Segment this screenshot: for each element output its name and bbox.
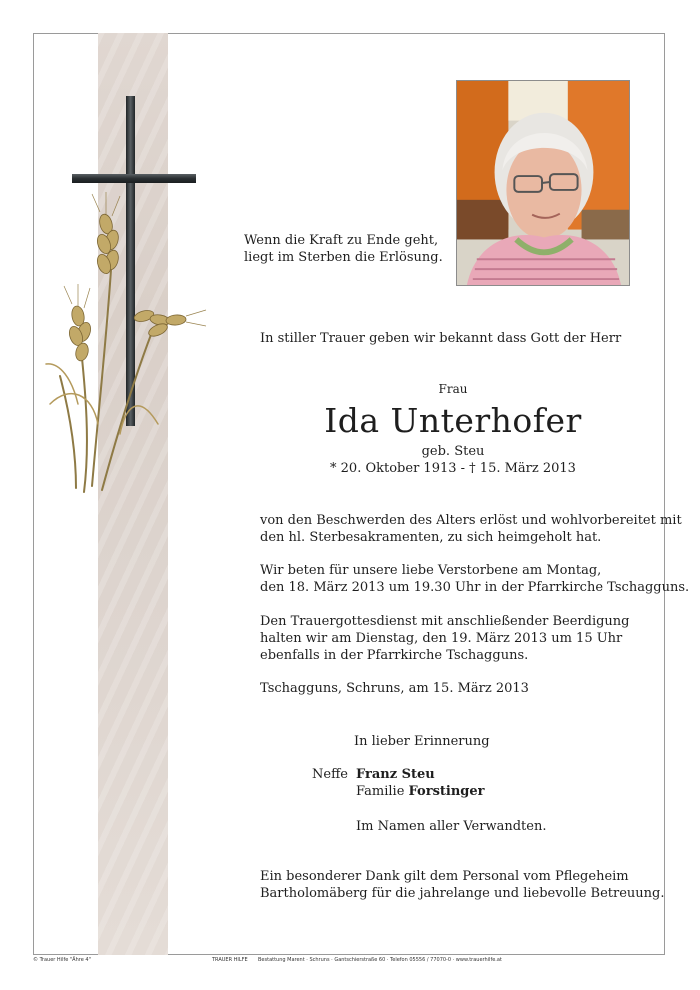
quote-line-1: Wenn die Kraft zu Ende geht, [244,233,439,248]
quote [244,232,443,266]
family-name: Forstinger [408,784,485,799]
family-prefix: Familie [356,784,405,799]
cross-wheat-icon [40,94,210,504]
footer-copyright: © Trauer Hilfe "Ähre 4" [33,957,91,963]
deceased-title: Frau [438,382,468,396]
life-dates: * 20. Oktober 1913 - † 15. März 2013 [330,461,576,476]
thanks-note [260,868,665,902]
thanks-line: Ein besonderer Dank gilt dem Personal vom Pflegeheim [260,869,629,884]
paragraph-line: Wir beten für unsere liebe Verstorbene am Montag, [260,563,602,578]
footer-contact: Bestattung Marent · Schruns · Gantschierstraße 60 · Telefon 05556 / 77070-0 · www.trauerhilfe.at [258,957,502,963]
birth-name: geb. Steu [421,444,485,459]
announcement-intro: In stiller Trauer geben wir bekannt dass Gott der Herr [260,331,622,346]
portrait-photo [456,80,630,286]
paragraph-passing [260,512,682,546]
paragraph-line: ebenfalls in der Pfarrkirche Tschagguns. [260,648,529,663]
paragraph-line: den 18. März 2013 um 19.30 Uhr in der Pfarrkirche Tschagguns. [260,580,690,595]
mourner-name: Franz Steu [356,767,435,782]
quote-line-2: liegt im Sterben die Erlösung. [244,250,443,265]
deceased-name: Ida Unterhofer [324,401,582,440]
place-date: Tschagguns, Schruns, am 15. März 2013 [260,681,529,696]
mourner-relation: Neffe [312,767,348,782]
paragraph-prayer [260,562,689,596]
paragraph-line: halten wir am Dienstag, den 19. März 2013 um 15 Uhr [260,631,623,646]
thanks-line: Bartholomäberg für die jahrelange und liebevolle Betreuung. [260,886,665,901]
mourner-family [356,783,485,800]
mourners-heading: In lieber Erinnerung [354,734,490,749]
closing-relatives: Im Namen aller Verwandten. [356,819,547,834]
footer-brand: TRAUER HILFE [212,957,248,963]
paragraph-line: den hl. Sterbesakramenten, zu sich heimgeholt hat. [260,530,602,545]
paragraph-line: Den Trauergottesdienst mit anschließender Beerdigung [260,614,630,629]
paragraph-funeral [260,613,630,664]
paragraph-line: von den Beschwerden des Alters erlöst und wohlvorbereitet mit [260,513,682,528]
